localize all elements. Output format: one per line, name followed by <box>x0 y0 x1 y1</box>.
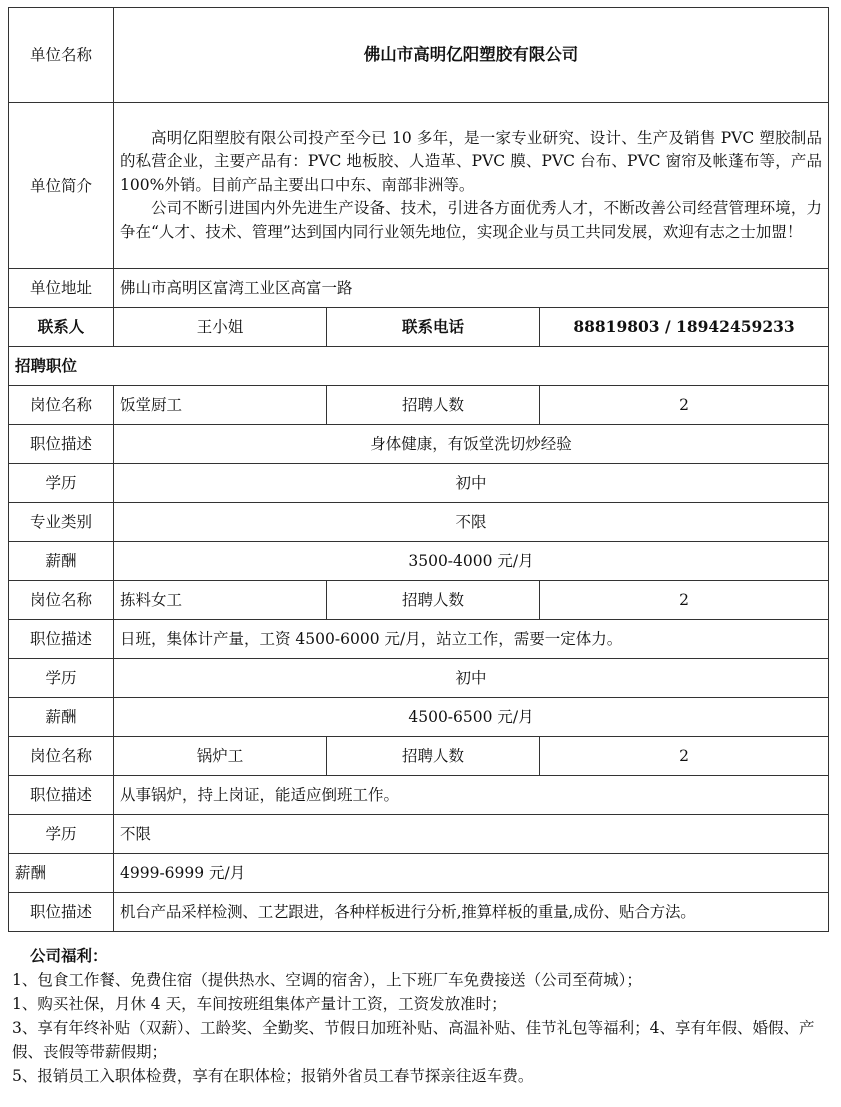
job-salary: 4500-6500 元/月 <box>114 698 829 737</box>
desc-label: 职位描述 <box>9 425 114 464</box>
desc-label: 职位描述 <box>9 620 114 659</box>
benefit-line: 3、享有年终补贴（双薪）、工龄奖、全勤奖、节假日加班补贴、高温补贴、佳节礼包等福利；4、享有年假、婚假、产假、丧假等带薪假期； <box>12 1019 815 1061</box>
job-desc-2: 机台产品采样检测、工艺跟进，各种样板进行分析,推算样板的重量,成份、贴合方法。 <box>114 893 829 932</box>
edu-label: 学历 <box>9 815 114 854</box>
job-title: 饭堂厨工 <box>114 386 327 425</box>
salary-label: 薪酬 <box>9 854 114 893</box>
job-desc: 从事锅炉，持上岗证，能适应倒班工作。 <box>114 776 829 815</box>
intro-paragraph-1: 高明亿阳塑胶有限公司投产至今已 10 多年，是一家专业研究、设计、生产及销售 PVC 塑胶制品的私营企业，主要产品有：PVC 地板胶、人造革、PVC 膜、PVC 台布、PVC 窗帘及帐蓬布等，产品 100%外销。目前产品主要出口中东、南部非洲等。 <box>120 128 823 194</box>
edu-label: 学历 <box>9 464 114 503</box>
desc-label: 职位描述 <box>9 893 114 932</box>
position-label: 岗位名称 <box>9 581 114 620</box>
position-label: 岗位名称 <box>9 386 114 425</box>
company-address: 佛山市高明区富湾工业区高富一路 <box>114 269 829 308</box>
salary-label: 薪酬 <box>9 542 114 581</box>
contact-person: 王小姐 <box>114 308 327 347</box>
benefits-title: 公司福利： <box>30 946 108 965</box>
benefit-line: 5、报销员工入职体检费，享有在职体检；报销外省员工春节探亲往返车费。 <box>12 1067 534 1085</box>
contact-label: 联系人 <box>9 308 114 347</box>
phone-label: 联系电话 <box>327 308 540 347</box>
recruit-header: 招聘职位 <box>9 347 829 386</box>
company-intro-label: 单位简介 <box>9 103 114 269</box>
headcount-value: 2 <box>540 581 829 620</box>
position-label: 岗位名称 <box>9 737 114 776</box>
job-posting-table <box>8 7 829 932</box>
headcount-label: 招聘人数 <box>327 581 540 620</box>
edu-label: 学历 <box>9 659 114 698</box>
job-salary: 4999-6999 元/月 <box>114 854 829 893</box>
job-edu: 初中 <box>114 464 829 503</box>
benefit-line: 1、包食工作餐、免费住宿（提供热水、空调的宿舍），上下班厂车免费接送（公司至荷城）； <box>12 971 642 989</box>
desc-label: 职位描述 <box>9 776 114 815</box>
company-name-label: 单位名称 <box>9 8 114 103</box>
job-title: 拣料女工 <box>114 581 327 620</box>
headcount-label: 招聘人数 <box>327 386 540 425</box>
company-intro <box>114 103 829 269</box>
headcount-value: 2 <box>540 737 829 776</box>
job-salary: 3500-4000 元/月 <box>114 542 829 581</box>
job-desc: 身体健康，有饭堂洗切炒经验 <box>114 425 829 464</box>
job-major: 不限 <box>114 503 829 542</box>
headcount-label: 招聘人数 <box>327 737 540 776</box>
job-desc: 日班，集体计产量，工资 4500-6000 元/月，站立工作，需要一定体力。 <box>114 620 829 659</box>
job-edu: 初中 <box>114 659 829 698</box>
benefits-section <box>8 944 828 1088</box>
job-title: 锅炉工 <box>114 737 327 776</box>
headcount-value: 2 <box>540 386 829 425</box>
salary-label: 薪酬 <box>9 698 114 737</box>
intro-paragraph-2: 公司不断引进国内外先进生产设备、技术，引进各方面优秀人才，不断改善公司经营管理环境，力争在“人才、技术、管理”达到国内同行业领先地位，实现企业与员工共同发展，欢迎有志之士加盟！ <box>120 199 823 241</box>
benefit-line: 1、购买社保，月休 4 天，车间按班组集体产量计工资，工资发放准时； <box>12 995 507 1013</box>
company-name: 佛山市高明亿阳塑胶有限公司 <box>114 8 829 103</box>
job-edu: 不限 <box>114 815 829 854</box>
major-label: 专业类别 <box>9 503 114 542</box>
address-label: 单位地址 <box>9 269 114 308</box>
phone-number: 88819803 / 18942459233 <box>540 308 829 347</box>
